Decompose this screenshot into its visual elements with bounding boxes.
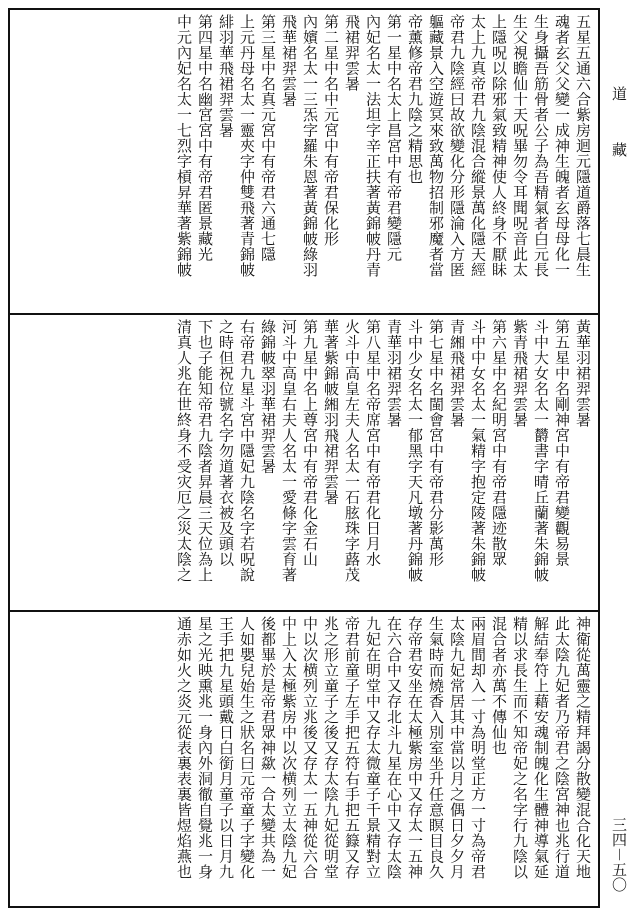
text-column: 華著紫錦帔緗羽飛裙羿雲暑 [322, 319, 340, 505]
text-column: 第一星中名太上昌宮中有帝君變隱元 [385, 14, 403, 262]
text-band-2 [10, 315, 598, 612]
text-column: 九妃在明堂中又存太微童子千景精對立 [364, 616, 382, 880]
text-column: 人如嬰兒始生之狀名曰元帝童子字變化 [238, 616, 256, 880]
text-column: 飛裙羿雲暑 [343, 14, 361, 92]
text-column: 通赤如火之炎元從表裏表裏皆煜焰燕也 [175, 616, 193, 880]
text-column: 星之光映熏兆一身內外洞徹自覺兆一身 [196, 616, 214, 880]
text-column: 軀藏景入空遊冥來致萬物招制邪魔者當 [427, 14, 445, 278]
text-column: 黃華羽裙羿雲暑 [574, 319, 592, 428]
text-column: 第三星中名真元宮中有帝君六通七隱 [259, 14, 277, 262]
text-column: 在六合中又存北斗九星在心中又存太陰 [385, 616, 403, 880]
text-column: 精以求長生而不知帝妃之名字行九陰以 [511, 616, 529, 880]
page-frame [8, 8, 600, 908]
text-column: 斗中中女名太一氣精字抱定陵著朱錦帔 [469, 319, 487, 583]
text-column: 第六星中名紀明宮中有帝君隱迹散眾 [490, 319, 508, 567]
text-column: 第五星中名剛神宮中有帝君變觀易景 [553, 319, 571, 567]
text-column: 太上九真帝君九陰混合縱景萬化隱天經 [469, 14, 487, 278]
text-column: 右帝君九星斗宮中隱妃九陰名字若呪說 [238, 319, 256, 583]
text-column: 兆之形立童子之後又存太陰九妃從明堂 [322, 616, 340, 880]
text-column: 青華羽裙羿雲暑 [385, 319, 403, 428]
text-band-3 [10, 612, 598, 908]
text-column: 第四星中名幽宮宮中有帝君匿景藏光 [196, 14, 214, 262]
text-column: 清真人兆在世終身不受灾厄之災太陰之 [175, 319, 193, 583]
text-column: 河斗中高皇右夫人名太一愛條字雲育著 [280, 319, 298, 583]
text-column: 飛華裙羿雲暑 [280, 14, 298, 107]
text-column: 紫青飛裙羿雲暑 [511, 319, 529, 428]
text-column: 此太陰九妃者乃帝君之陰宮神也兆行道 [553, 616, 571, 880]
text-column: 之時但祝位號名字勿道著衣被及頭以 [217, 319, 235, 567]
text-band-1 [10, 10, 598, 315]
text-column: 內嬪名太一三炁字羅朱恩著黃錦帔綠羽 [301, 14, 319, 278]
text-column: 青緗飛裙羿雲暑 [448, 319, 466, 428]
text-column: 五星五通六合紫房迴元隱道爵落七晨生 [574, 14, 592, 278]
text-column: 緋羽華飛裙羿雲暑 [217, 14, 235, 138]
folio-number: 三四－五〇 [610, 816, 628, 892]
collection-title: 道 藏 [610, 86, 628, 175]
text-column: 第七星中名閩會宮中有帝君分影萬形 [427, 319, 445, 567]
text-column: 中以次横列立兆後又存太一五神從六合 [301, 616, 319, 880]
text-column: 帝君前童子左手把五符右手把五籙又存 [343, 616, 361, 880]
right-margin [606, 0, 640, 916]
text-column: 斗中少女名太一郁黑字天凡墩著丹錦帔 [406, 319, 424, 583]
text-column: 解結奉符上藉安魂制魄化生體神導氣延 [532, 616, 550, 880]
text-column: 斗中大女名太一欝書字晴丘蘭著朱錦帔 [532, 319, 550, 583]
text-column: 存帝君安坐在太極紫房中又存太一五神 [406, 616, 424, 880]
text-column: 帝君九陰經曰故欲變化分形隱淪入方匿 [448, 14, 466, 278]
text-column: 後都畢於是帝君眾神歘一合太變共為一 [259, 616, 277, 880]
text-column: 生氣時而燒香入別室坐升任意瞑目良久 [427, 616, 445, 880]
text-column: 第八星中名帝席宮中有帝君化日月水 [364, 319, 382, 567]
text-column: 中元內妃名太一七烈字槓昇華著紫錦帔 [175, 14, 193, 278]
text-column: 兩眉間却入一寸為明堂正方一寸為帝君 [469, 616, 487, 880]
text-column: 生身攝吾筋骨者公子為吾精氣者白元長 [532, 14, 550, 278]
text-column: 第九星中名上尊宮中有帝君化金石山 [301, 319, 319, 567]
text-column: 生父視瞻仙十天呪畢勿令耳聞呪音此太 [511, 14, 529, 278]
text-column: 上隱呪以除邪氣致精神使人終身不厭眛 [490, 14, 508, 278]
text-column: 內妃名太一法坦字辛正扶著黃錦帔丹青 [364, 14, 382, 278]
text-column: 神衛從萬靈之精拜謁分散變混合化天地 [574, 616, 592, 880]
text-column: 王手把九星頭戴日白銜月童子以日月九 [217, 616, 235, 880]
text-column: 魂者玄父父變一成神生魄者玄母母化一 [553, 14, 571, 278]
text-column: 帝薰修帝君九陰之精思也 [406, 14, 424, 185]
text-column: 上元丹母名太一靈夾字仲雙飛著青錦帔 [238, 14, 256, 278]
text-column: 下也子能知帝君九陰者昇晨三天位為上 [196, 319, 214, 583]
text-column: 第二星中名中元宮中有帝君保化形 [322, 14, 340, 247]
text-column: 中上入太極紫房中以次横列立太陰九妃 [280, 616, 298, 880]
text-column: 混合者亦萬不傳仙也 [490, 616, 508, 756]
text-column: 綠錦帔翠羽華裙羿雲暑 [259, 319, 277, 474]
text-column: 火斗中高皇左夫人名太一石胘珠字蕗茂 [343, 319, 361, 583]
text-column: 太陰九妃常居其中當以月之偶日夕夕月 [448, 616, 466, 880]
